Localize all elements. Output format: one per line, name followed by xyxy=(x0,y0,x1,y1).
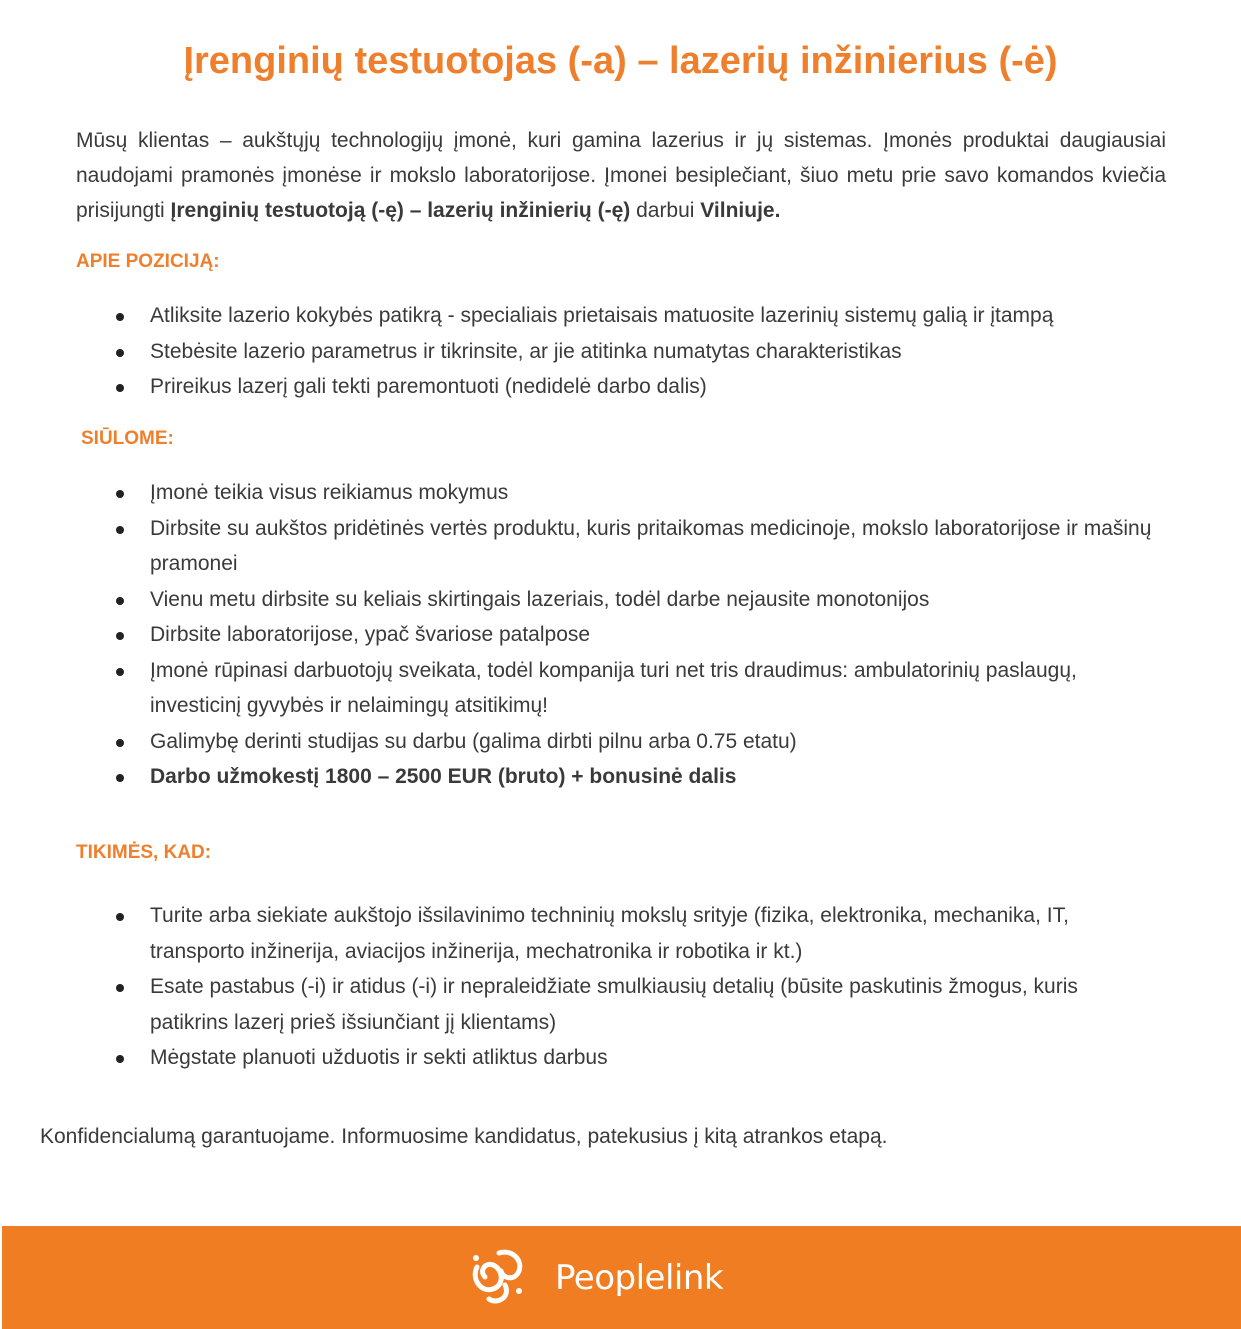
page-title: Įrenginių testuotojas (-a) – lazerių inžinierius (-ė) xyxy=(183,40,1058,82)
list-item: Mėgstate planuoti užduotis ir sekti atliktus darbus xyxy=(110,1040,1080,1076)
offer-heading: SIŪLOME: xyxy=(81,428,174,449)
intro-text-middle: darbui xyxy=(630,199,701,222)
list-item: Prireikus lazerį gali tekti paremontuoti (nedidelė darbo dalis) xyxy=(110,369,1170,405)
intro-city: Vilniuje. xyxy=(700,199,781,222)
footer-banner xyxy=(2,1226,1241,1329)
list-item: Atliksite lazerio kokybės patikrą - specialiais prietaisais matuosite lazerinių sistemų galią ir įtampą xyxy=(110,298,1170,334)
list-item: Vienu metu dirbsite su keliais skirtingais lazeriais, todėl darbe nejausite monotonijos xyxy=(110,582,1168,618)
expect-heading: TIKIMĖS, KAD: xyxy=(76,842,212,863)
list-item: Darbo užmokestį 1800 – 2500 EUR (bruto) + bonusinė dalis xyxy=(110,759,1168,795)
list-item: Esate pastabus (-i) ir atidus (-i) ir nepraleidžiate smulkiausių detalių (būsite paskutinis žmogus, kuris patikrins lazerį prieš išsiunčiant jį klientams) xyxy=(110,969,1080,1040)
brand xyxy=(467,1248,723,1308)
list-item: Įmonė teikia visus reikiamus mokymus xyxy=(110,475,1168,511)
list-item: Dirbsite su aukštos pridėtinės vertės produktu, kuris pritaikomas medicinoje, mokslo laboratorijose ir mašinų pramonei xyxy=(110,511,1168,582)
intro-text: Mūsų klientas – aukštųjų technologijų įmonė, kuri gamina lazerius ir jų sistemas. Įmonės produktai daugiausiai naudojami pramonės įmonėse ir mokslo laboratorijose. Įmonei besiplečiant, šiuo metu prie savo komandos kviečia prisijungti xyxy=(76,129,1166,222)
offer-list xyxy=(110,475,1168,795)
intro-position: Įrenginių testuotoją (-ę) – lazerių inžinierių (-ę) xyxy=(170,199,631,222)
list-item: Turite arba siekiate aukštojo išsilavinimo techninių mokslų srityje (fizika, elektronika, mechanika, IT, transporto inžinerija, aviacijos inžinerija, mechatronika ir robotika ir kt.) xyxy=(110,898,1080,969)
list-item: Stebėsite lazerio parametrus ir tikrinsite, ar jie atitinka numatytas charakteristikas xyxy=(110,334,1170,370)
about-list xyxy=(110,298,1170,405)
brand-name: Peoplelink xyxy=(555,1258,724,1298)
list-item: Įmonė rūpinasi darbuotojų sveikata, todėl kompanija turi net tris draudimus: ambulatorinių paslaugų, investicinį gyvybės ir nelaimingų atsitikimų! xyxy=(110,653,1168,724)
list-item: Dirbsite laboratorijose, ypač švariose patalpose xyxy=(110,617,1168,653)
intro-paragraph xyxy=(76,123,1166,228)
about-heading: APIE POZICIJĄ: xyxy=(76,251,220,272)
expect-list xyxy=(110,898,1080,1076)
peoplelink-logo-icon xyxy=(467,1245,531,1312)
confidentiality-note: Konfidencialumą garantuojame. Informuosime kandidatus, patekusius į kitą atrankos etapą. xyxy=(40,1125,888,1148)
list-item: Galimybę derinti studijas su darbu (galima dirbti pilnu arba 0.75 etatu) xyxy=(110,724,1168,760)
